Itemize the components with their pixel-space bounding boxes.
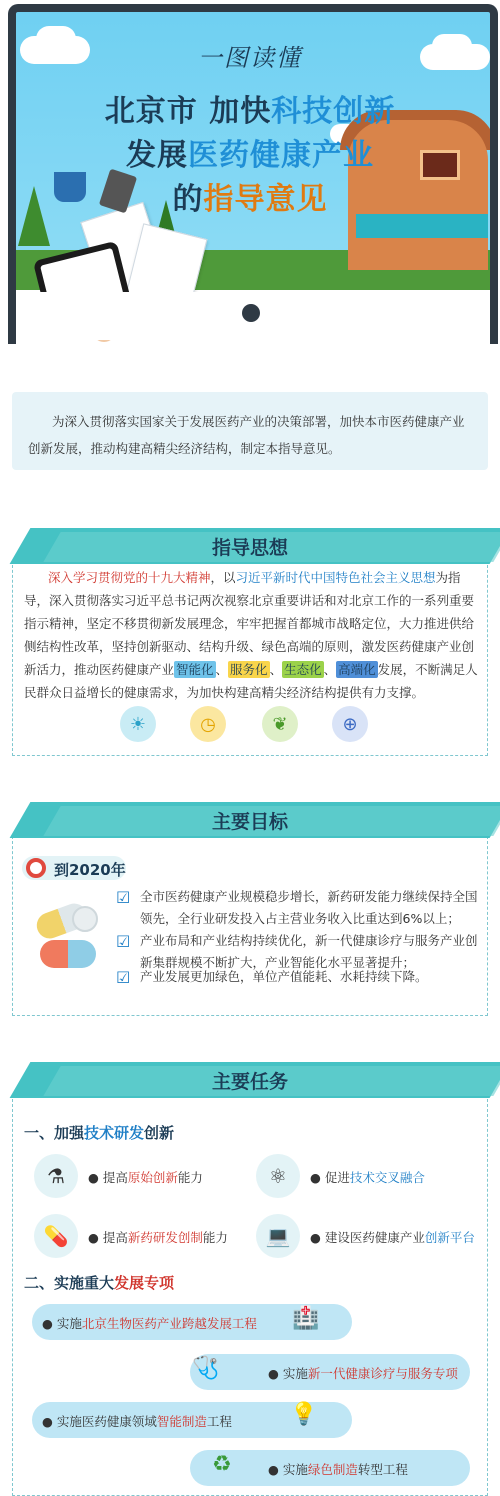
checkbox-icon: ☑	[116, 888, 131, 907]
pills-icon: 💊	[34, 1214, 78, 1258]
pill-capsule-icon	[40, 940, 96, 968]
tag-high-end: 高端化	[338, 662, 376, 677]
task-heading-1: 一、加强技术研发创新	[24, 1124, 175, 1142]
leaf-icon: ❦	[262, 706, 298, 742]
tablet-pill-icon	[72, 906, 98, 932]
goals-title: 主要目标	[211, 811, 288, 833]
goals-section-header	[12, 802, 488, 838]
globe-icon: ⊕	[332, 706, 368, 742]
hero-title-line3: 的指导意见	[172, 182, 328, 217]
stethoscope-icon: 🩺	[192, 1356, 220, 1381]
flask-icon: ⚗	[34, 1154, 78, 1198]
recycle-icon: ♻	[212, 1452, 232, 1477]
checkbox-icon: ☑	[116, 932, 131, 951]
lightbulb-gear-icon: ☀	[120, 706, 156, 742]
hero-title-line2: 发展医药健康产业	[126, 138, 374, 173]
atom-icon: ⚛	[256, 1154, 300, 1198]
project-item: ● 实施新一代健康诊疗与服务专项	[268, 1366, 458, 1381]
tag-service: 服务化	[230, 662, 268, 677]
guide-section-header	[12, 528, 488, 564]
project-item: ● 实施北京生物医药产业跨越发展工程	[42, 1316, 257, 1331]
goal-item: 全市医药健康产业规模稳步增长，新药研发能力继续保持全国领先，全行业研发投入占主营业务收入比重达到6%以上；	[140, 889, 478, 926]
year-label: 到2020年	[54, 861, 126, 879]
hero-title-line1: 北京市 加快科技创新	[104, 94, 396, 129]
tag-ecological: 生态化	[284, 662, 322, 677]
hero-subtitle: 一图读懂	[198, 44, 302, 72]
task-heading-2: 二、实施重大发展专项	[24, 1274, 175, 1292]
hero-banner	[0, 0, 500, 360]
guide-title: 指导思想	[211, 537, 288, 559]
goal-item: 产业发展更加绿色，单位产值能耗、水耗持续下降。	[140, 969, 428, 984]
guide-text: 深入学习贯彻党的十九大精神，以习近平新时代中国特色社会主义思想为指导，深入贯彻落实习近平总书记两次视察北京重要讲话和对北京工作的一系列重要指示精神，坚定不移贯彻新发展理念，牢牢把握首都城市战略定位，大力推进供给侧结构性改革，坚持创新驱动、结构升级、绿色高端的原则，激发医药健康产业创新活力，推动医药健康产业 智能化 、 服务化 、 生态化 、 高端化 发展，不断满足人民群众日益增长的健康需求，为加快构建高精尖经济结构提供有力支撑。	[24, 570, 478, 700]
laptop-icon: 💻	[256, 1214, 300, 1258]
task-item: ● 提高原始创新能力	[88, 1170, 203, 1185]
tasks-title: 主要任务	[211, 1071, 288, 1093]
lightbulb-icon: 💡	[290, 1402, 318, 1427]
task-item: ● 促进技术交叉融合	[310, 1170, 425, 1185]
monitor-power-dot	[242, 304, 260, 322]
24-clock-icon: ◷	[190, 706, 226, 742]
tasks-section-header	[12, 1062, 488, 1098]
hospital-building-icon: 🏥	[292, 1306, 320, 1331]
target-icon	[26, 858, 46, 878]
project-item: ● 实施医药健康领域智能制造工程	[42, 1414, 232, 1429]
task-item: ● 建设医药健康产业创新平台	[310, 1230, 475, 1245]
checkbox-icon: ☑	[116, 968, 131, 987]
project-item: ● 实施绿色制造转型工程	[268, 1462, 408, 1477]
tag-intelligent: 智能化	[176, 662, 214, 677]
intro-text: 为深入贯彻落实国家关于发展医药产业的决策部署，加快本市医药健康产业创新发展，推动构建高精尖经济结构，制定本指导意见。	[28, 414, 465, 456]
task-item: ● 提高新药研发创制能力	[88, 1230, 228, 1245]
goal-item: 产业布局和产业结构持续优化，新一代健康诊疗与服务产业创新集群规模不断扩大，产业智能化水平显著提升；	[140, 933, 478, 970]
